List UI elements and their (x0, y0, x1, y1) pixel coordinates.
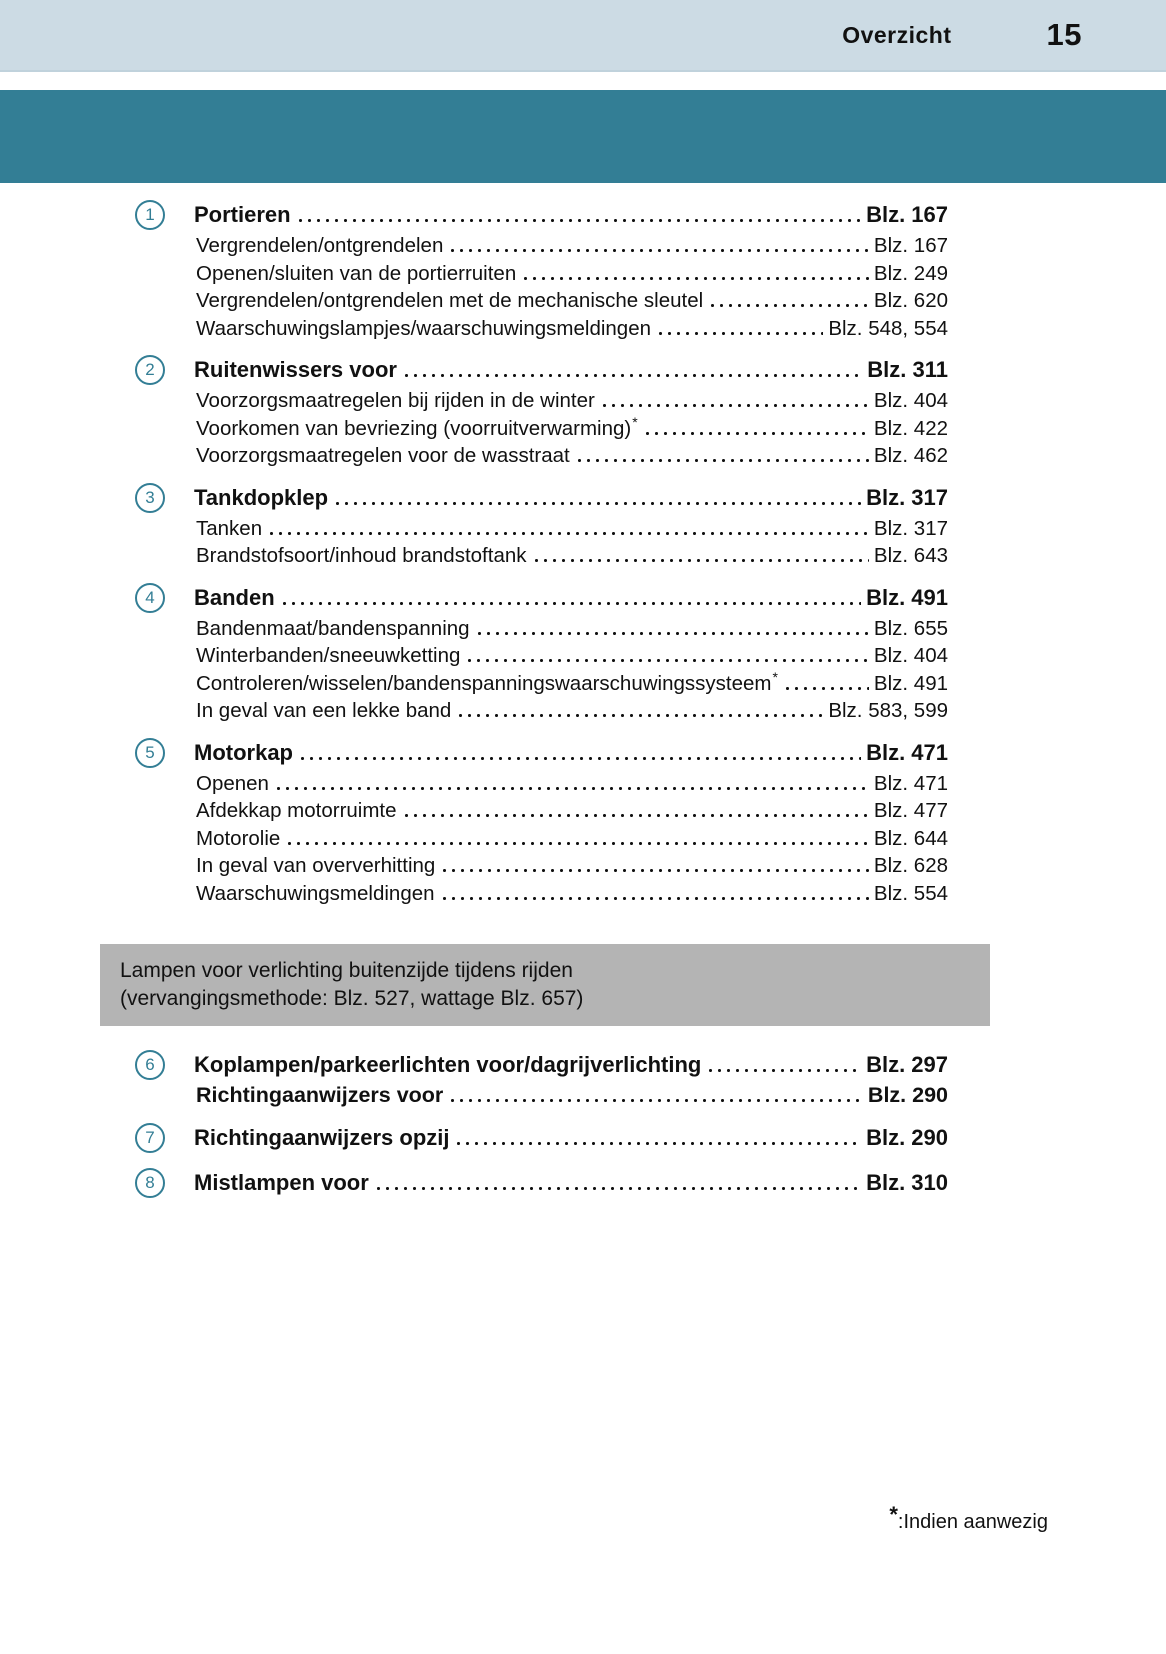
header-section-label: Overzicht (842, 21, 952, 48)
section-number-badge: 3 (135, 483, 165, 513)
toc-section (100, 581, 948, 725)
footnote (889, 1502, 1048, 1534)
toc-sections-after-note (100, 1048, 948, 1200)
sub-page: Blz. 404 (873, 389, 948, 412)
dot-leader (280, 602, 861, 605)
sub-label: Openen (196, 771, 269, 795)
dot-leader (296, 219, 861, 222)
sub-label: Richtingaanwijzers voor (196, 1083, 444, 1107)
toc-section (100, 198, 948, 342)
dot-leader (656, 332, 823, 335)
sub-label: Voorzorgsmaatregelen bij rijden in de winter (196, 389, 595, 412)
sub-label: Afdekkap motorruimte (196, 799, 397, 822)
dot-leader (440, 897, 869, 900)
section-number-badge: 4 (135, 583, 165, 613)
dot-leader (402, 814, 869, 817)
toc-section-title-row (135, 353, 948, 387)
toc-section-title-row (135, 1048, 948, 1082)
sub-page: Blz. 249 (873, 261, 948, 285)
section-title: Banden (194, 584, 275, 610)
section-page: Blz. 311 (867, 357, 948, 382)
toc-section (100, 1166, 948, 1200)
toc-section-title-row (135, 736, 948, 770)
sub-page: Blz. 471 (873, 771, 948, 795)
section-page: Blz. 471 (866, 739, 948, 765)
toc-sub-row (135, 515, 948, 543)
dot-leader (333, 502, 861, 505)
toc-section (100, 1121, 948, 1155)
dot-leader (783, 687, 869, 690)
sub-page: Blz. 462 (873, 444, 948, 467)
toc-sub-row (135, 770, 948, 798)
dot-leader (706, 1069, 861, 1072)
toc-section-title-row (135, 481, 948, 515)
section-number-badge: 5 (135, 738, 165, 768)
dot-leader (267, 532, 869, 535)
footnote-asterisk: * (889, 1502, 898, 1527)
dot-leader (374, 1187, 861, 1190)
toc-sub-row (135, 615, 948, 643)
sub-asterisk: * (632, 413, 638, 430)
header-page-number: 15 (1046, 17, 1082, 52)
sub-label: Vergrendelen/ontgrendelen (196, 234, 444, 257)
section-title: Koplampen/parkeerlichten voor/dagrijverlichting (194, 1052, 702, 1077)
dot-leader (475, 632, 869, 635)
toc-sub-row (135, 1082, 948, 1110)
sub-page: Blz. 491 (873, 671, 948, 695)
section-title: Tankdopklep (194, 484, 329, 510)
toc-sub-row (135, 315, 948, 343)
dot-leader (465, 659, 869, 662)
section-page: Blz. 317 (866, 484, 948, 510)
sub-label: In geval van een lekke band (196, 699, 452, 722)
section-title: Mistlampen voor (194, 1169, 369, 1195)
sub-label: Motorolie (196, 826, 281, 850)
toc-sub-row (135, 797, 948, 825)
sub-page: Blz. 628 (873, 854, 948, 877)
section-page: Blz. 290 (866, 1124, 948, 1150)
section-page: Blz. 491 (866, 584, 948, 610)
dot-leader (285, 842, 869, 845)
toc-sub-row (135, 260, 948, 288)
toc-section-title-row (135, 1166, 948, 1200)
toc-sub-row (135, 387, 948, 415)
dot-leader (532, 559, 869, 562)
toc-sub-row (135, 880, 948, 908)
note-line-1: Lampen voor verlichting buitenzijde tijdens rijden (120, 959, 573, 982)
toc-sub-row (135, 697, 948, 725)
sub-label: Tanken (196, 516, 263, 540)
toc-sections (100, 198, 948, 907)
section-number-badge: 8 (135, 1168, 165, 1198)
lighting-note (100, 944, 990, 1026)
toc-section-title-row (135, 198, 948, 232)
dot-leader (575, 459, 869, 462)
sub-label: Openen/sluiten van de portierruiten (196, 261, 517, 285)
toc-sub-row (135, 670, 948, 698)
toc-sub-row (135, 415, 948, 443)
footnote-text: :Indien aanwezig (897, 1511, 1048, 1533)
section-number-badge: 2 (135, 355, 165, 385)
toc-section (100, 736, 948, 908)
sub-label: Winterbanden/sneeuwketting (196, 644, 461, 667)
toc-sub-row (135, 542, 948, 570)
section-title: Richtingaanwijzers opzij (194, 1124, 450, 1150)
sub-page: Blz. 644 (873, 826, 948, 850)
toc-sub-row (135, 442, 948, 470)
section-title: Motorkap (194, 739, 293, 765)
section-page: Blz. 310 (866, 1169, 948, 1195)
sub-label: Waarschuwingslampjes/waarschuwingsmeldingen (196, 316, 652, 340)
sub-page: Blz. 583, 599 (828, 699, 948, 722)
toc-sub-row (135, 852, 948, 880)
sub-label: Vergrendelen/ontgrendelen met de mechanische sleutel (196, 289, 704, 312)
sub-label: Brandstofsoort/inhoud brandstoftank (196, 544, 527, 567)
dot-leader (448, 1099, 863, 1102)
dot-leader (643, 432, 869, 435)
sub-label: Voorzorgsmaatregelen voor de wasstraat (196, 444, 570, 467)
section-title: Portieren (194, 202, 291, 227)
dot-leader (521, 277, 869, 280)
dot-leader (440, 869, 869, 872)
sub-label: Waarschuwingsmeldingen (196, 881, 435, 905)
sub-page: Blz. 620 (873, 289, 948, 312)
section-number-badge: 1 (135, 200, 165, 230)
toc-section-title-row (135, 581, 948, 615)
sub-page: Blz. 655 (873, 616, 948, 640)
teal-band (0, 90, 1166, 183)
sub-page: Blz. 422 (873, 416, 948, 440)
sub-label: In geval van oververhitting (196, 854, 436, 877)
sub-page: Blz. 477 (873, 799, 948, 822)
sub-page: Blz. 404 (873, 644, 948, 667)
dot-leader (708, 304, 869, 307)
sub-page: Blz. 290 (867, 1083, 948, 1107)
sub-page: Blz. 167 (873, 234, 948, 257)
section-title: Ruitenwissers voor (194, 357, 397, 382)
toc-section (100, 481, 948, 570)
dot-leader (448, 249, 869, 252)
toc-sub-row (135, 642, 948, 670)
section-page: Blz. 167 (866, 202, 948, 227)
sub-asterisk: * (772, 668, 778, 685)
sub-page: Blz. 643 (873, 544, 948, 567)
section-number-badge: 6 (135, 1050, 165, 1080)
section-number-badge: 7 (135, 1123, 165, 1153)
dot-leader (298, 757, 861, 760)
sub-label: Voorkomen van bevriezing (voorruitverwarming)* (196, 413, 638, 440)
sub-page: Blz. 548, 554 (828, 316, 948, 340)
sub-label: Bandenmaat/bandenspanning (196, 616, 470, 640)
section-page: Blz. 297 (866, 1052, 948, 1077)
dot-leader (456, 714, 823, 717)
sub-label: Controleren/wisselen/bandenspanningswaarschuwingssysteem* (196, 668, 778, 695)
toc-section (100, 353, 948, 470)
toc-sub-row (135, 287, 948, 315)
sub-page: Blz. 317 (873, 516, 948, 540)
toc-sub-row (135, 825, 948, 853)
toc-section-title-row (135, 1121, 948, 1155)
sub-page: Blz. 554 (873, 881, 948, 905)
header-bar (0, 0, 1166, 72)
dot-leader (454, 1142, 861, 1145)
toc (100, 198, 948, 1200)
dot-leader (274, 787, 869, 790)
dot-leader (402, 374, 862, 377)
note-line-2: (vervangingsmethode: Blz. 527, wattage Blz. 657) (120, 987, 584, 1010)
toc-section (100, 1048, 948, 1110)
dot-leader (600, 404, 869, 407)
toc-sub-row (135, 232, 948, 260)
